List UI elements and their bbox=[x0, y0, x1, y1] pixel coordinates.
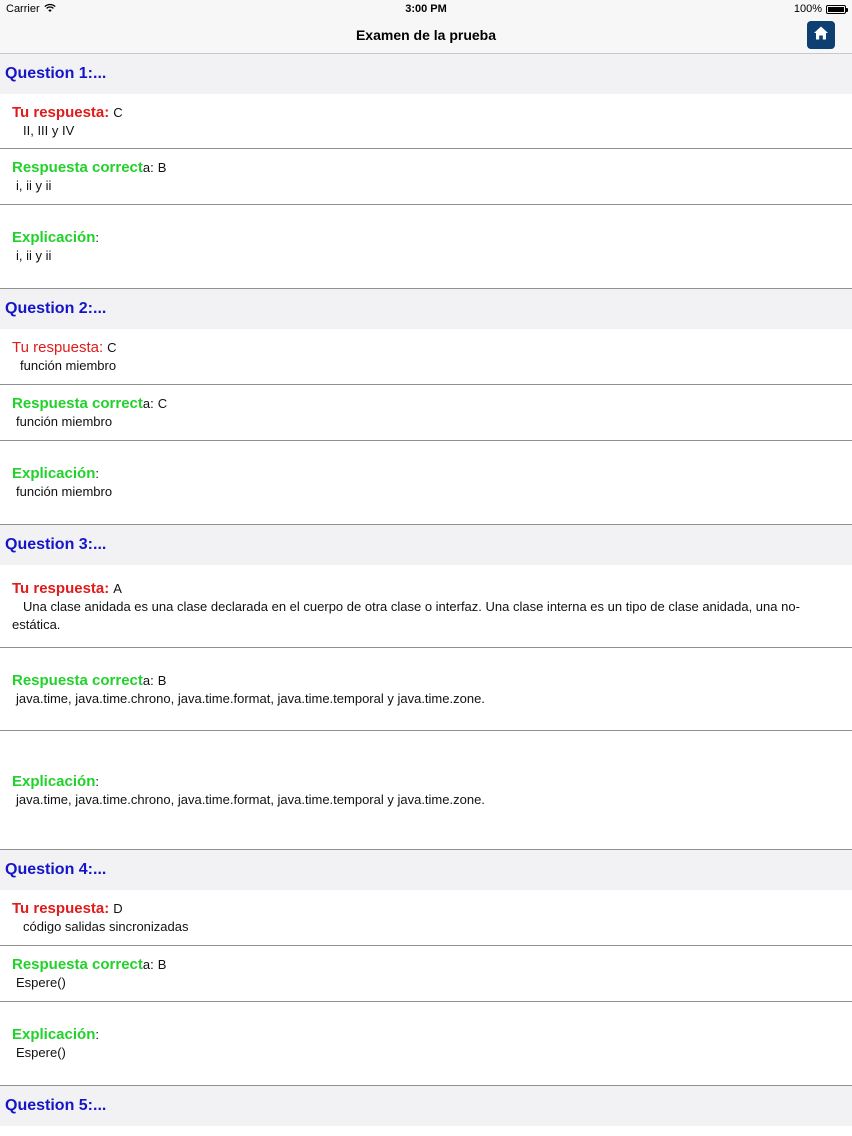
correct-answer-text: i, ii y ii bbox=[16, 178, 52, 193]
explanation-label: Explicación bbox=[12, 465, 96, 482]
correct-answer-text: función miembro bbox=[16, 414, 113, 429]
your-answer-label: Tu respuesta: bbox=[12, 339, 104, 356]
correct-answer-label: Respuesta correct bbox=[12, 956, 143, 973]
status-right bbox=[794, 3, 846, 15]
your-answer-row bbox=[0, 329, 852, 385]
battery-icon bbox=[826, 5, 846, 14]
your-answer-text: función miembro bbox=[20, 358, 117, 373]
explanation-text: función miembro bbox=[16, 484, 113, 499]
correct-answer-label: Respuesta correct bbox=[12, 159, 143, 176]
navigation-bar bbox=[0, 18, 852, 54]
explanation-label: Explicación bbox=[12, 1026, 96, 1043]
explanation-suffix: : bbox=[95, 466, 99, 481]
correct-answer-text: java.time, java.time.chrono, java.time.format, java.time.temporal y java.time.zone. bbox=[16, 690, 485, 706]
status-bar bbox=[0, 0, 852, 18]
your-answer-letter: C bbox=[107, 340, 117, 355]
page-title: Examen de la prueba bbox=[355, 27, 497, 43]
question-header bbox=[0, 289, 852, 329]
explanation-row bbox=[0, 1002, 852, 1086]
question-header bbox=[0, 1086, 852, 1126]
your-answer-row bbox=[0, 890, 852, 946]
correct-answer-suffix: a: bbox=[142, 396, 154, 411]
correct-answer-row bbox=[0, 385, 852, 441]
your-answer-label: Tu respuesta: bbox=[12, 103, 110, 121]
explanation-label: Explicación bbox=[12, 229, 96, 246]
your-answer-letter: A bbox=[113, 580, 122, 596]
home-icon bbox=[813, 25, 829, 46]
your-answer-row bbox=[0, 94, 852, 149]
question-title: Question 5:... bbox=[5, 1097, 107, 1114]
correct-answer-row bbox=[0, 648, 852, 731]
results-list bbox=[0, 54, 852, 1126]
correct-answer-row bbox=[0, 149, 852, 205]
question-title: Question 4:... bbox=[5, 861, 107, 878]
correct-answer-label: Respuesta correct bbox=[12, 671, 143, 689]
explanation-suffix: : bbox=[95, 1027, 99, 1042]
correct-answer-suffix: a: bbox=[142, 160, 154, 175]
explanation-row bbox=[0, 205, 852, 289]
your-answer-text: código salidas sincronizadas bbox=[23, 919, 189, 934]
battery-label: 100% bbox=[793, 3, 822, 15]
your-answer-letter: C bbox=[113, 104, 123, 120]
explanation-label: Explicación bbox=[12, 772, 96, 790]
question-title: Question 3:... bbox=[5, 536, 107, 553]
question-header bbox=[0, 850, 852, 890]
correct-answer-letter: B bbox=[157, 672, 167, 688]
correct-answer-letter: B bbox=[157, 160, 167, 175]
explanation-suffix: : bbox=[95, 773, 99, 789]
question-header bbox=[0, 525, 852, 565]
your-answer-label: Tu respuesta: bbox=[12, 900, 110, 917]
correct-answer-text: Espere() bbox=[16, 975, 66, 990]
question-title: Question 1:... bbox=[5, 65, 107, 82]
explanation-text: Espere() bbox=[16, 1045, 66, 1060]
explanation-suffix: : bbox=[95, 230, 99, 245]
carrier-label: Carrier bbox=[6, 3, 40, 15]
explanation-text: i, ii y ii bbox=[16, 248, 52, 263]
question-header bbox=[0, 54, 852, 94]
correct-answer-suffix: a: bbox=[142, 672, 154, 688]
explanation-row bbox=[0, 441, 852, 525]
explanation-text: java.time, java.time.chrono, java.time.format, java.time.temporal y java.time.zone. bbox=[16, 791, 485, 807]
question-title: Question 2:... bbox=[5, 300, 107, 317]
home-button[interactable] bbox=[807, 21, 835, 49]
correct-answer-letter: B bbox=[157, 957, 167, 972]
explanation-row bbox=[0, 731, 852, 850]
correct-answer-suffix: a: bbox=[142, 957, 154, 972]
your-answer-text: II, III y IV bbox=[23, 122, 75, 138]
correct-answer-letter: C bbox=[157, 396, 168, 411]
correct-answer-label: Respuesta correct bbox=[12, 395, 143, 412]
correct-answer-row bbox=[0, 946, 852, 1002]
your-answer-label: Tu respuesta: bbox=[12, 579, 110, 597]
status-time: 3:00 PM bbox=[405, 3, 447, 15]
your-answer-letter: D bbox=[113, 901, 123, 916]
your-answer-row bbox=[0, 565, 852, 648]
your-answer-text: Una clase anidada es una clase declarada en el cuerpo de otra clase o interfaz. Una clase interna es un tipo de clase anidada, una no-estática. bbox=[12, 598, 800, 632]
